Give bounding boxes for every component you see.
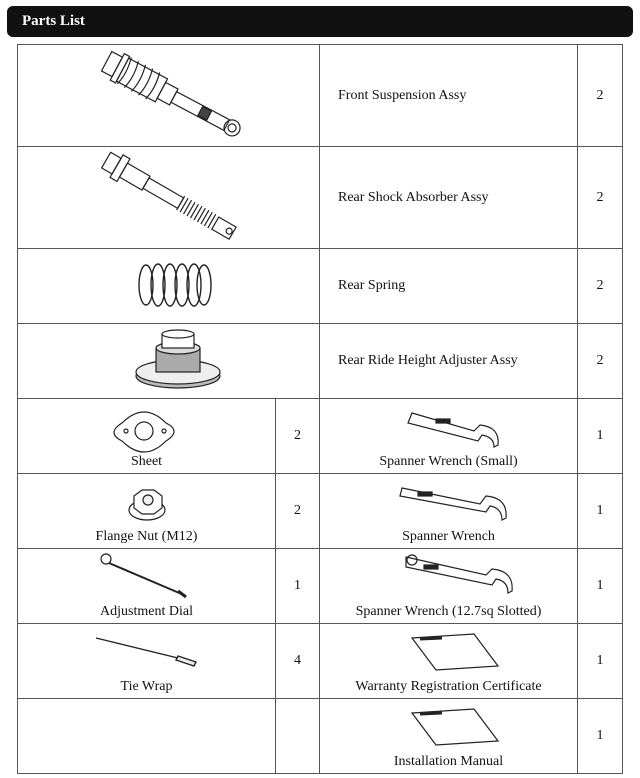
front-suspension-icon: [18, 45, 320, 147]
part-name: Rear Spring: [320, 249, 578, 324]
part-name: Spanner Wrench (12.7sq Slotted): [355, 604, 542, 619]
table-row: [18, 699, 623, 774]
spring-icon: [18, 249, 320, 324]
part-image-cell: [18, 549, 276, 624]
part-qty: 1: [578, 699, 623, 774]
part-qty: 2: [578, 45, 623, 147]
part-qty: 2: [276, 399, 320, 474]
parts-list-header: [7, 6, 633, 37]
part-qty: 2: [578, 147, 623, 249]
part-qty: [276, 699, 320, 774]
page-title: Parts List: [22, 13, 85, 29]
part-image-cell: [18, 45, 320, 147]
table-row: [18, 474, 623, 549]
part-image-cell: [18, 249, 320, 324]
part-image-cell: [18, 324, 320, 399]
part-name: Rear Ride Height Adjuster Assy: [320, 324, 578, 399]
part-name: Spanner Wrench (Small): [379, 454, 518, 469]
part-name: Spanner Wrench: [402, 529, 495, 544]
height-adjuster-icon: [18, 324, 320, 399]
part-qty: 1: [578, 624, 623, 699]
part-image-cell: [18, 399, 276, 474]
part-image-cell: [18, 474, 276, 549]
part-image-cell: [18, 147, 320, 249]
table-row: [18, 249, 623, 324]
table-row: [18, 624, 623, 699]
part-name: Sheet: [130, 454, 163, 469]
table-row: [18, 324, 623, 399]
rear-shock-icon: [18, 147, 320, 249]
part-image-cell: [320, 624, 578, 699]
part-name: Adjustment Dial: [100, 604, 193, 619]
part-name: Warranty Registration Certificate: [355, 679, 542, 694]
part-qty: 1: [578, 549, 623, 624]
part-qty: 2: [276, 474, 320, 549]
part-qty: 1: [578, 399, 623, 474]
table-row: [18, 147, 623, 249]
part-image-cell: [320, 399, 578, 474]
part-qty: 2: [578, 249, 623, 324]
part-image-cell: [320, 474, 578, 549]
table-row: [18, 45, 623, 147]
part-name: Flange Nut (M12): [95, 529, 198, 544]
table-row: [18, 399, 623, 474]
part-image-cell: [320, 699, 578, 774]
part-qty: 2: [578, 324, 623, 399]
table-row: [18, 549, 623, 624]
parts-table: [17, 44, 623, 774]
part-image-cell: [320, 549, 578, 624]
part-name: Tie Wrap: [120, 679, 173, 694]
part-image-cell: [18, 699, 276, 774]
part-name: Front Suspension Assy: [320, 45, 578, 147]
part-image-cell: [18, 624, 276, 699]
part-name: Installation Manual: [393, 754, 504, 769]
part-qty: 4: [276, 624, 320, 699]
part-qty: 1: [276, 549, 320, 624]
part-name: Rear Shock Absorber Assy: [320, 147, 578, 249]
part-qty: 1: [578, 474, 623, 549]
